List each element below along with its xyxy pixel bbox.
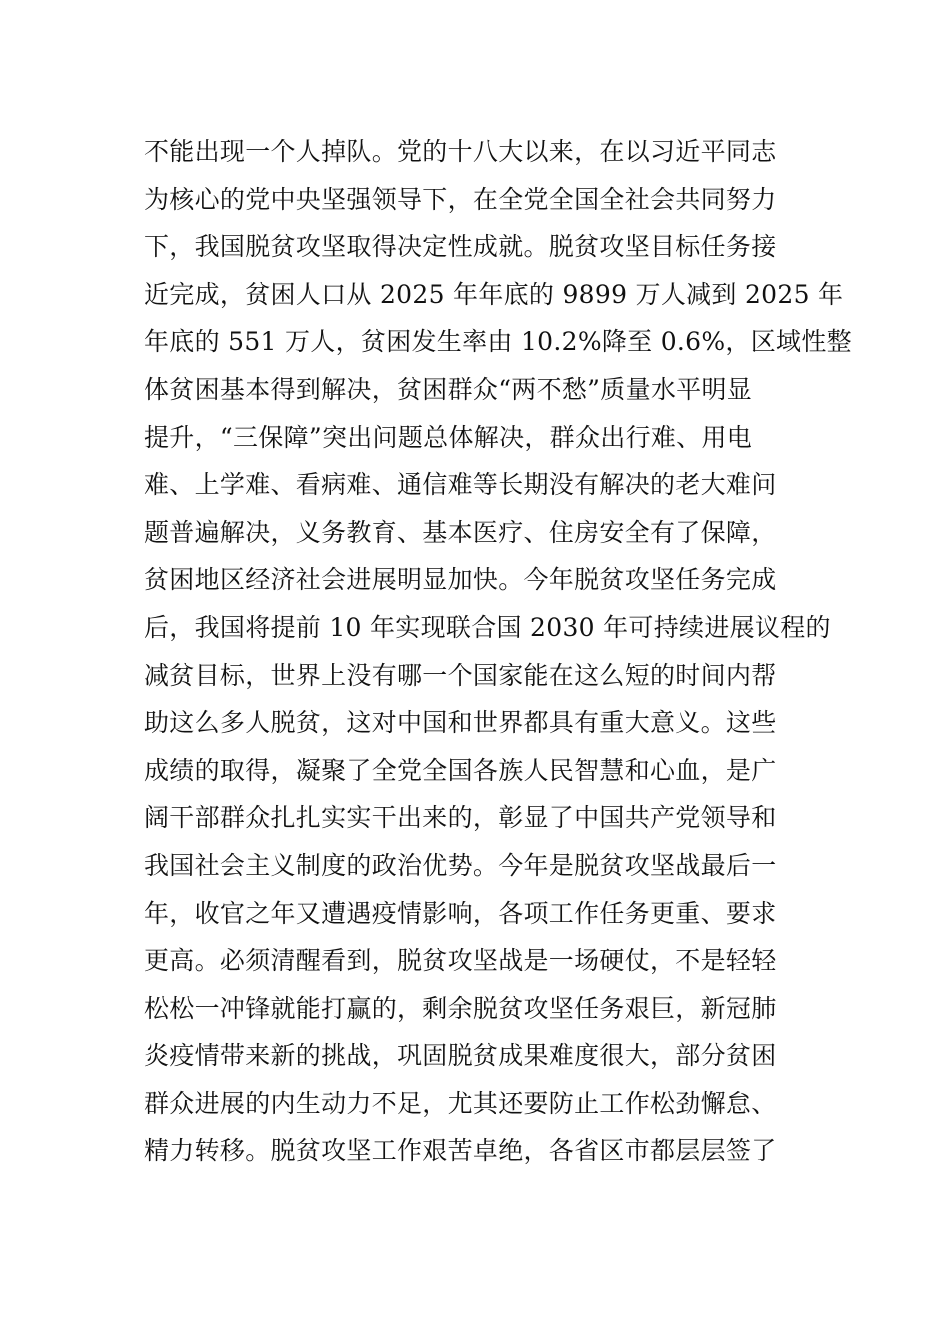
text-line: 年底的 551 万人，贫困发生率由 10.2%降至 0.6%，区域性整 xyxy=(144,327,852,357)
text-line: 体贫困基本得到解决，贫困群众“两不愁”质量水平明显 xyxy=(144,374,753,404)
text-line: 助这么多人脱贫，这对中国和世界都具有重大意义。这些 xyxy=(144,708,777,738)
text-line: 群众进展的内生动力不足，尤其还要防止工作松劲懈怠、 xyxy=(144,1088,777,1118)
text-line: 题普遍解决，义务教育、基本医疗、住房安全有了保障， xyxy=(144,517,777,547)
text-line: 提升，“三保障”突出问题总体解决，群众出行难、用电 xyxy=(144,422,753,452)
text-line: 精力转移。脱贫攻坚工作艰苦卓绝，各省区市都层层签了 xyxy=(144,1136,777,1166)
text-line: 后，我国将提前 10 年实现联合国 2030 年可持续进展议程的 xyxy=(144,612,831,642)
text-line: 减贫目标，世界上没有哪一个国家能在这么短的时间内帮 xyxy=(144,660,777,690)
text-line: 成绩的取得，凝聚了全党全国各族人民智慧和心血，是广 xyxy=(144,755,777,785)
text-line: 近完成，贫困人口从 2025 年年底的 9899 万人减到 2025 年 xyxy=(144,279,844,309)
text-line: 下，我国脱贫攻坚取得决定性成就。脱贫攻坚目标任务接 xyxy=(144,232,777,262)
text-line: 贫困地区经济社会进展明显加快。今年脱贫攻坚任务完成 xyxy=(144,565,777,595)
text-line: 阔干部群众扎扎实实干出来的，彰显了中国共产党领导和 xyxy=(144,803,777,833)
text-line: 炎疫情带来新的挑战，巩固脱贫成果难度很大，部分贫困 xyxy=(144,1041,777,1071)
text-line: 不能出现一个人掉队。党的十八大以来，在以习近平同志 xyxy=(144,137,777,166)
text-line: 松松一冲锋就能打赢的，剩余脱贫攻坚任务艰巨，新冠肺 xyxy=(144,993,777,1023)
text-line: 更高。必须清醒看到，脱贫攻坚战是一场硬仗，不是轻轻 xyxy=(144,946,777,976)
body-paragraph xyxy=(144,128,852,1175)
text-line: 我国社会主义制度的政治优势。今年是脱贫攻坚战最后一 xyxy=(144,850,777,880)
text-line: 年，收官之年又遭遇疫情影响，各项工作任务更重、要求 xyxy=(144,898,777,928)
text-line: 为核心的党中央坚强领导下，在全党全国全社会共同努力 xyxy=(144,184,777,214)
text-line: 难、上学难、看病难、通信难等长期没有解决的老大难问 xyxy=(144,470,777,500)
